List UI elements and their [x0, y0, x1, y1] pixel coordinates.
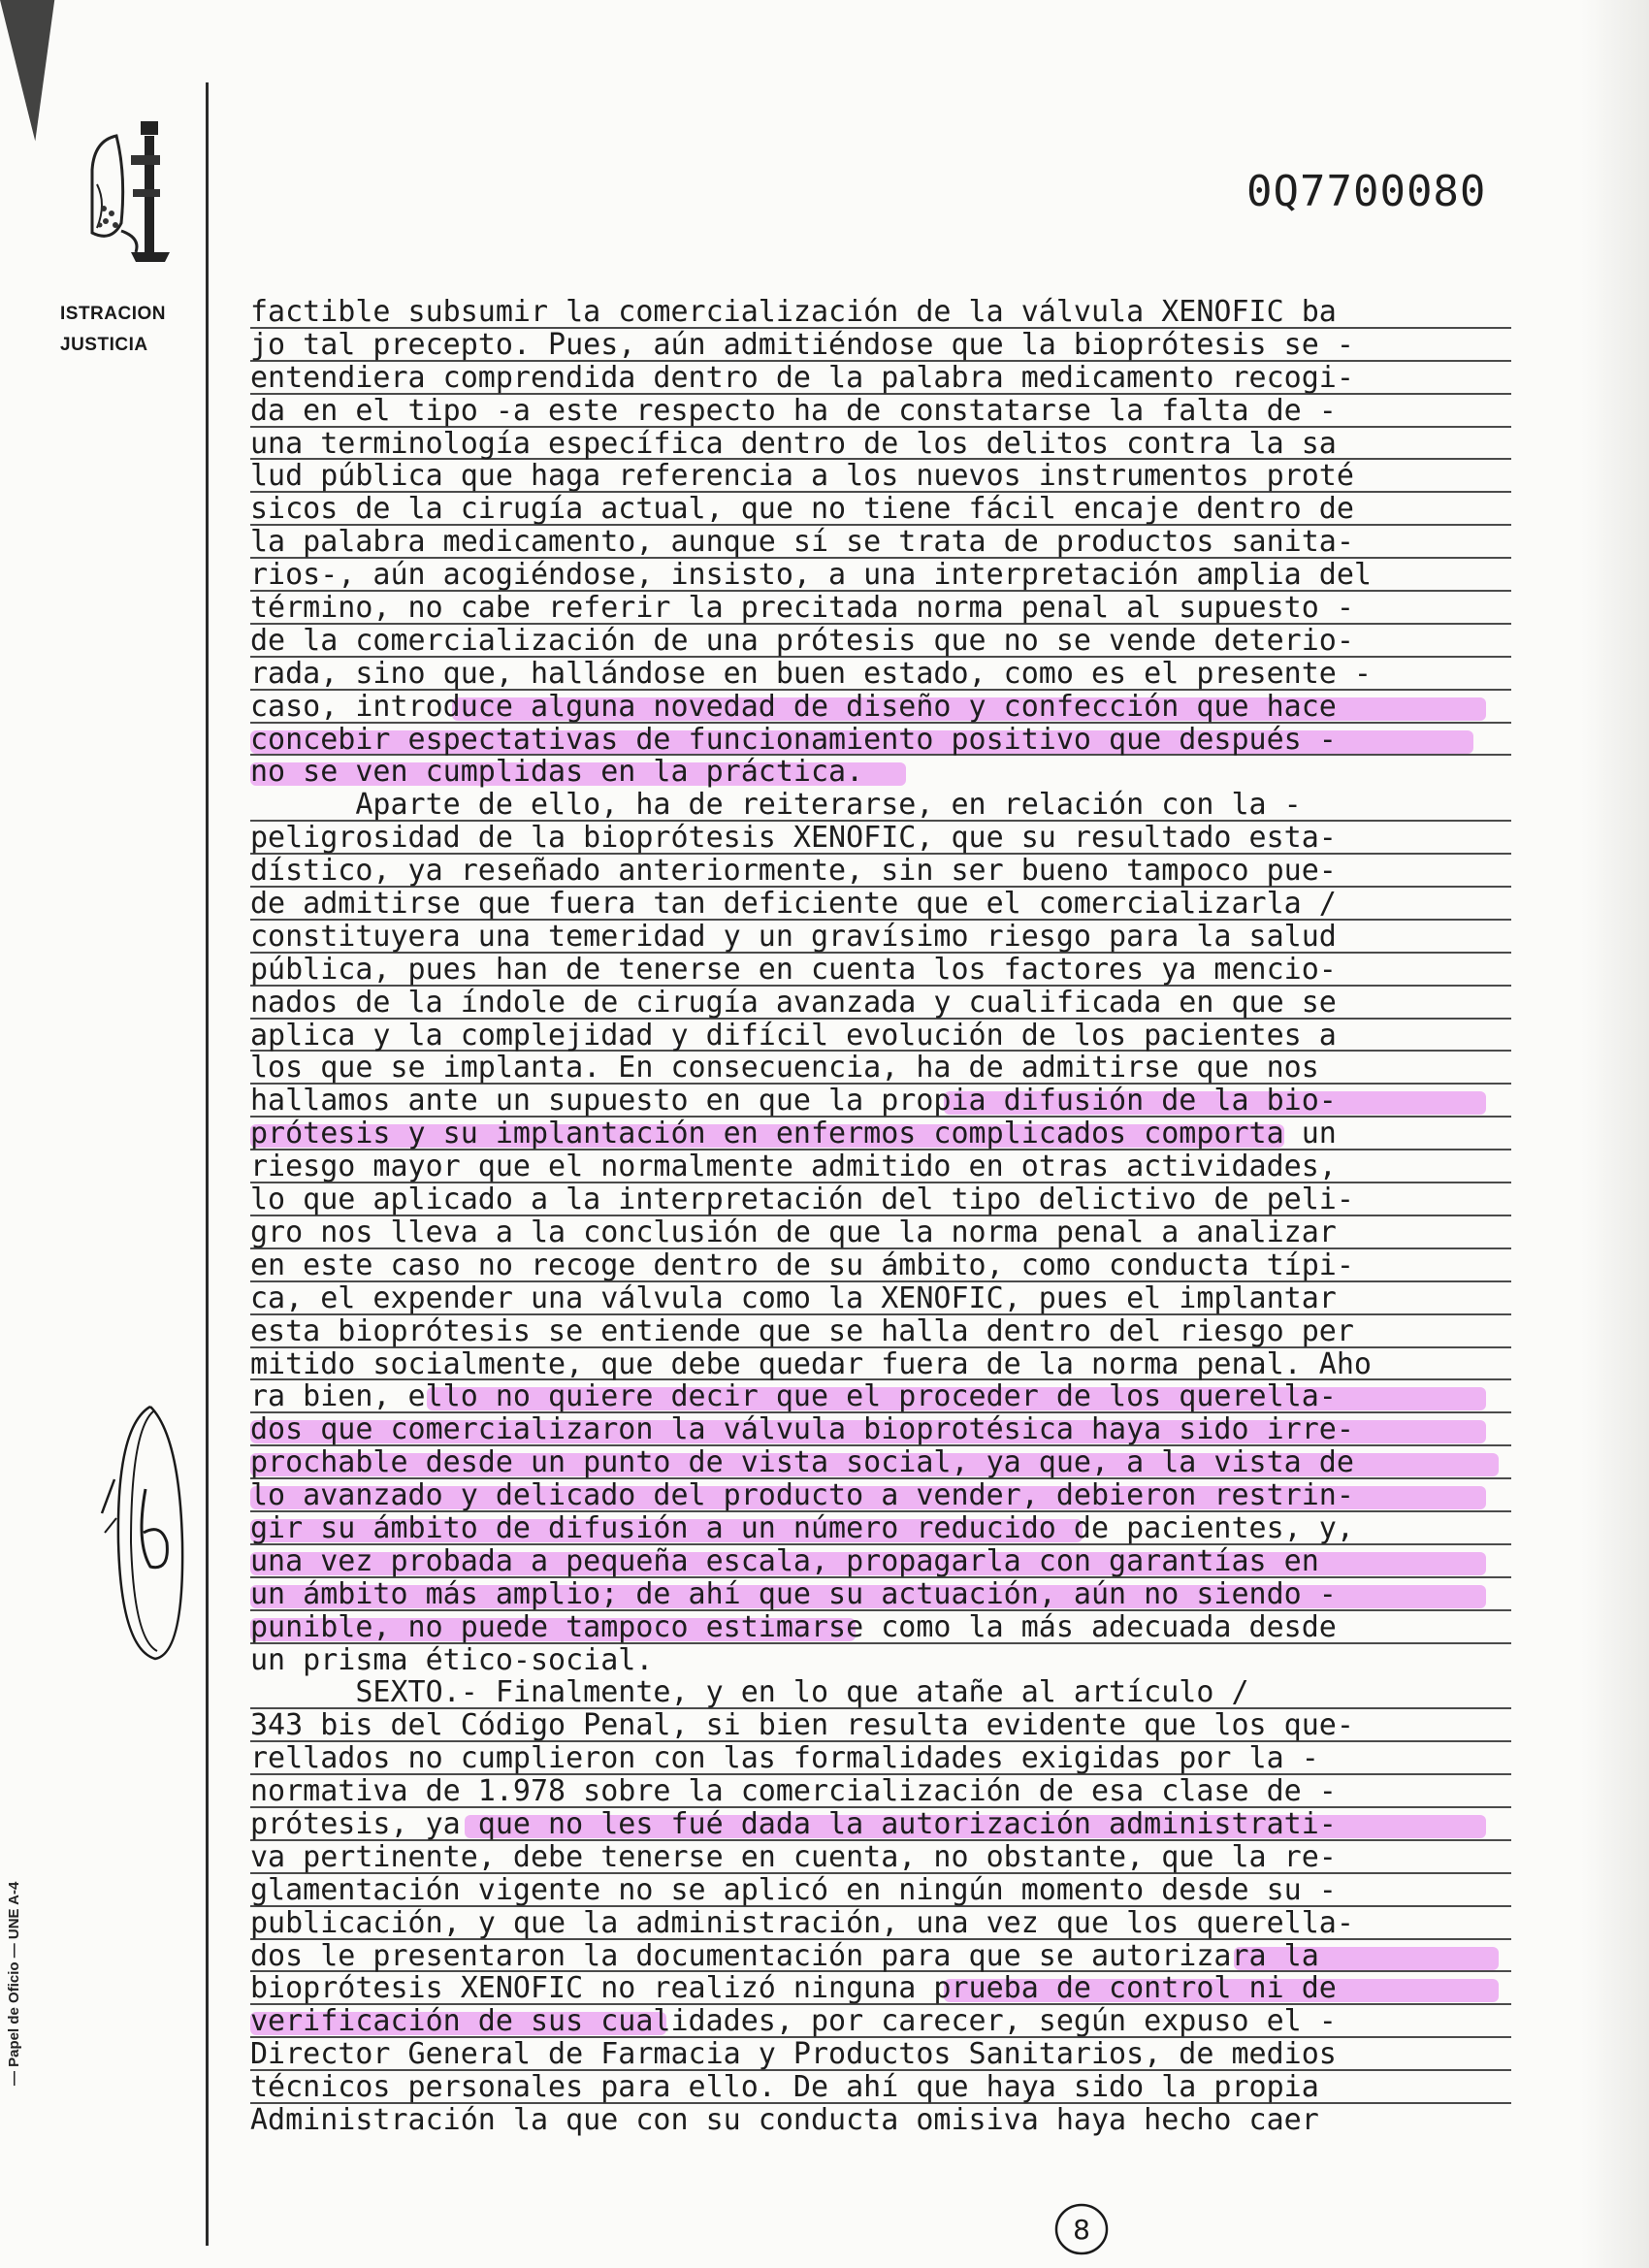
text-line: [250, 592, 1511, 625]
line-text: lo avanzado y delicado del producto a vender, debieron restrin-: [250, 1478, 1354, 1513]
line-text: Aparte de ello, ha de reiterarse, en relación con la -: [250, 788, 1302, 823]
line-text: publicación, y que la administración, una vez que los querella-: [250, 1905, 1354, 1940]
text-line: [250, 2071, 1511, 2104]
coat-of-arms-icon: [82, 116, 199, 272]
line-text: una terminología específica dentro de los delitos contra la sa: [250, 426, 1337, 461]
line-text: hallamos ante un supuesto en que la propia difusión de la bio-: [250, 1084, 1337, 1118]
line-text: nados de la índole de cirugía avanzada y cualificada en que se: [250, 985, 1337, 1020]
text-line: [250, 1578, 1511, 1611]
line-text: entendiera comprendida dentro de la palabra medicamento recogi-: [250, 360, 1354, 395]
line-text: jo tal precepto. Pues, aún admitiéndose que la bioprótesis se -: [250, 327, 1354, 362]
line-text: de admitirse que fuera tan deficiente que el comercializarla /: [250, 887, 1337, 922]
text-line: [250, 921, 1511, 954]
text-line: [250, 1315, 1511, 1348]
text-line: [250, 1446, 1511, 1479]
line-text: de la comercialización de una prótesis que no se vende deterio-: [250, 623, 1354, 658]
line-text: prótesis, ya que no les fué dada la autorización administrati-: [250, 1806, 1337, 1841]
text-line: [250, 460, 1511, 493]
text-line: [250, 1282, 1511, 1315]
line-text: un prisma ético-social.: [250, 1642, 654, 1677]
text-line: [250, 362, 1511, 395]
text-line: [250, 395, 1511, 428]
line-text: lo que aplicado a la interpretación del tipo delictivo de peli-: [250, 1183, 1354, 1217]
admin-label-line-1: ISTRACION: [60, 304, 166, 324]
text-line: [250, 1841, 1511, 1874]
text-line: [250, 1183, 1511, 1216]
line-text: 343 bis del Código Penal, si bien resulta evidente que los que-: [250, 1708, 1354, 1743]
text-line: [250, 1972, 1511, 2005]
line-text: rada, sino que, hallándose en buen estado, como es el presente -: [250, 656, 1372, 691]
text-line: [250, 789, 1511, 822]
line-text: lud pública que haga referencia a los nuevos instrumentos proté: [250, 459, 1354, 494]
text-line: [250, 1808, 1511, 1841]
document-number: 0Q7700080: [1246, 167, 1487, 216]
text-line: [250, 724, 1511, 757]
line-text: da en el tipo -a este respecto ha de constatarse la falta de -: [250, 393, 1337, 428]
text-line: [250, 1907, 1511, 1940]
page-number-circle: [1052, 2200, 1111, 2258]
line-text: rios-, aún acogiéndose, insisto, a una interpretación amplia del: [250, 558, 1372, 593]
text-line: [250, 1150, 1511, 1183]
line-text: dos que comercializaron la válvula bioprotésica haya sido irre-: [250, 1412, 1354, 1447]
text-line: [250, 329, 1511, 362]
line-text: riesgo mayor que el normalmente admitido en otras actividades,: [250, 1150, 1337, 1184]
document-body: [250, 296, 1511, 2137]
text-line: [250, 1775, 1511, 1808]
line-text: va pertinente, debe tenerse en cuenta, no obstante, que la re-: [250, 1839, 1337, 1874]
text-line: [250, 2005, 1511, 2038]
line-text: punible, no puede tampoco estimarse como la más adecuada desde: [250, 1609, 1337, 1644]
text-line: [250, 954, 1511, 987]
line-text: esta bioprótesis se entiende que se halla dentro del riesgo per: [250, 1313, 1354, 1348]
page-edge-shadow: [1581, 0, 1649, 2268]
line-text: la palabra medicamento, aunque sí se trata de productos sanita-: [250, 525, 1354, 560]
line-text: ca, el expender una válvula como la XENOFIC, pues el implantar: [250, 1280, 1337, 1315]
line-text: gro nos lleva a la conclusión de que la norma penal a analizar: [250, 1215, 1337, 1249]
text-line: [250, 1676, 1511, 1709]
line-text: dos le presentaron la documentación para que se autorizara la: [250, 1938, 1319, 1973]
text-line: [250, 888, 1511, 921]
administration-label: [60, 299, 196, 361]
line-text: SEXTO.- Finalmente, y en lo que atañe al artículo /: [250, 1675, 1249, 1710]
text-line: [250, 1611, 1511, 1644]
text-line: [250, 526, 1511, 559]
folded-corner: [0, 0, 92, 142]
text-line: [250, 1020, 1511, 1053]
text-line: [250, 625, 1511, 658]
text-line: [250, 1216, 1511, 1249]
line-text: rellados no cumplieron con las formalidades exigidas por la -: [250, 1741, 1319, 1776]
text-line: [250, 987, 1511, 1020]
text-line: [250, 1052, 1511, 1085]
line-text: una vez probada a pequeña escala, propagarla con garantías en: [250, 1543, 1319, 1578]
line-text: glamentación vigente no se aplicó en ningún momento desde su -: [250, 1872, 1337, 1907]
margin-rule: [206, 82, 209, 2246]
text-line: [250, 1940, 1511, 1973]
line-text: en este caso no recoge dentro de su ámbito, como conducta típi-: [250, 1247, 1354, 1282]
handwritten-margin-mark: [97, 1397, 223, 1688]
text-line: [250, 493, 1511, 526]
text-line: [250, 1348, 1511, 1381]
line-text: factible subsumir la comercialización de la válvula XENOFIC ba: [250, 295, 1337, 329]
line-text: ra bien, ello no quiere decir que el proceder de los querella-: [250, 1379, 1337, 1414]
text-line: [250, 2038, 1511, 2071]
text-line: [250, 756, 1511, 789]
page-number: 8: [1073, 2214, 1090, 2246]
line-text: un ámbito más amplio; de ahí que su actuación, aún no siendo -: [250, 1576, 1337, 1611]
text-line: [250, 2104, 1511, 2137]
text-line: [250, 559, 1511, 592]
text-line: [250, 1742, 1511, 1775]
line-text: los que se implanta. En consecuencia, ha de admitirse que nos: [250, 1051, 1319, 1085]
text-line: [250, 1118, 1511, 1150]
line-text: bioprótesis XENOFIC no realizó ninguna prueba de control ni de: [250, 1971, 1337, 2006]
line-text: verificación de sus cualidades, por carecer, según expuso el -: [250, 2004, 1337, 2039]
line-text: término, no cabe referir la precitada norma penal al supuesto -: [250, 591, 1354, 626]
text-line: [250, 855, 1511, 888]
line-text: normativa de 1.978 sobre la comercialización de esa clase de -: [250, 1774, 1337, 1809]
text-line: [250, 1085, 1511, 1118]
admin-label-line-2: JUSTICIA: [60, 335, 148, 355]
line-text: prochable desde un punto de vista social, ya que, a la vista de: [250, 1445, 1354, 1480]
line-text: peligrosidad de la bioprótesis XENOFIC, que su resultado esta-: [250, 821, 1337, 856]
text-line: [250, 822, 1511, 855]
line-text: dístico, ya reseñado anteriormente, sin ser bueno tampoco pue-: [250, 854, 1337, 889]
text-line: [250, 1479, 1511, 1512]
text-line: [250, 428, 1511, 461]
text-line: [250, 1644, 1511, 1677]
text-line: [250, 658, 1511, 691]
text-line: [250, 1249, 1511, 1282]
line-text: aplica y la complejidad y difícil evolución de los pacientes a: [250, 1018, 1337, 1053]
line-text: gir su ámbito de difusión a un número reducido de pacientes, y,: [250, 1510, 1354, 1545]
line-text: técnicos personales para ello. De ahí que haya sido la propia: [250, 2070, 1319, 2105]
paper-caption: — Papel de Oficio — UNE A-4: [6, 1881, 22, 2086]
line-text: constituyera una temeridad y un gravísimo riesgo para la salud: [250, 919, 1337, 954]
line-text: concebir espectativas de funcionamiento positivo que después -: [250, 722, 1337, 757]
line-text: Administración la que con su conducta omisiva haya hecho caer: [250, 2102, 1319, 2137]
text-line: [250, 1512, 1511, 1545]
text-line: [250, 1874, 1511, 1907]
text-line: [250, 296, 1511, 329]
text-line: [250, 1413, 1511, 1446]
text-line: [250, 1380, 1511, 1413]
line-text: mitido socialmente, que debe quedar fuera de la norma penal. Aho: [250, 1346, 1372, 1381]
line-text: Director General de Farmacia y Productos Sanitarios, de medios: [250, 2037, 1337, 2072]
text-line: [250, 691, 1511, 724]
text-line: [250, 1545, 1511, 1578]
line-text: pública, pues han de tenerse en cuenta los factores ya mencio-: [250, 952, 1337, 987]
line-text: caso, introduce alguna novedad de diseño y confección que hace: [250, 689, 1337, 724]
line-text: prótesis y su implantación en enfermos complicados comporta un: [250, 1117, 1337, 1151]
line-text: no se ven cumplidas en la práctica.: [250, 755, 864, 790]
text-line: [250, 1709, 1511, 1742]
line-text: sicos de la cirugía actual, que no tiene fácil encaje dentro de: [250, 492, 1354, 527]
